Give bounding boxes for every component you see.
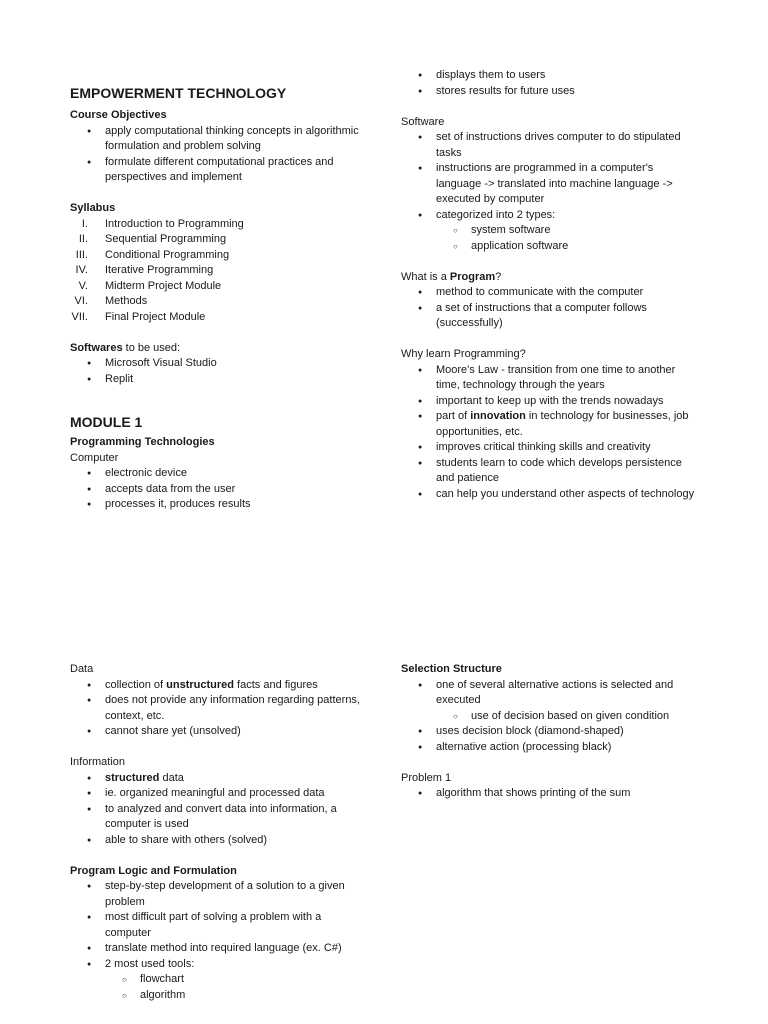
list-item: ● most difficult part of solving a problem with a computer	[70, 910, 370, 941]
module-title: MODULE 1	[70, 414, 143, 430]
list-item: ● electronic device	[70, 466, 370, 482]
problem-list	[401, 786, 701, 802]
page1-right-column	[401, 68, 701, 502]
list-item: ● collection of unstructured facts and figures	[70, 678, 370, 694]
list-item: ● formulate different computational practices and perspectives and implement	[70, 155, 370, 186]
why-learn-heading: Why learn Programming?	[401, 348, 526, 360]
data-label: Data	[70, 663, 94, 675]
syllabus-heading: Syllabus	[70, 202, 116, 214]
information-label: Information	[70, 756, 126, 768]
list-item: IV. Iterative Programming	[75, 264, 214, 276]
softwares-line: Softwares to be used:	[70, 341, 181, 354]
list-item: ● step-by-step development of a solution to a given problem	[70, 879, 370, 910]
selection-sub-list	[436, 709, 701, 725]
list-item: ● processes it, produces results	[70, 497, 370, 513]
page2-right-column	[401, 662, 701, 802]
list-item: I. Introduction to Programming	[81, 217, 244, 230]
list-item: ● part of innovation in technology for businesses, job opportunities, etc.	[401, 409, 701, 440]
list-item: VII. Final Project Module	[71, 310, 206, 323]
list-item: ○ algorithm	[105, 988, 370, 1004]
list-item: ● 2 most used tools: ○ flowchart ○ algorithm	[70, 957, 370, 1004]
information-list	[70, 771, 370, 849]
list-item: ● instructions are programmed in a computer's language -> translated into machine language -> executed by computer	[401, 161, 701, 208]
computer-list-continued	[401, 68, 701, 99]
list-item: ● translate method into required language (ex. C#)	[70, 941, 370, 957]
list-item: ● uses decision block (diamond-shaped)	[401, 724, 701, 740]
list-item: ○ system software	[436, 223, 701, 239]
problem-label: Problem 1	[401, 771, 452, 784]
list-item: ● cannot share yet (unsolved)	[70, 724, 370, 740]
data-list	[70, 678, 370, 740]
list-item: ○ application software	[436, 239, 701, 255]
list-item: ● Microsoft Visual Studio	[70, 356, 370, 372]
tools-list	[105, 972, 370, 1003]
page2-left-column	[70, 662, 370, 1003]
selection-list	[401, 678, 701, 756]
computer-list	[70, 466, 370, 513]
what-is-program-heading: What is a Program?	[401, 270, 502, 283]
list-item: ● a set of instructions that a computer follows (successfully)	[401, 301, 701, 332]
list-item: ● able to share with others (solved)	[70, 833, 370, 849]
list-item: ● categorized into 2 types: ○ system software ○ application software	[401, 208, 701, 255]
program-list	[401, 285, 701, 332]
programming-technologies-heading: Programming Technologies	[70, 436, 215, 448]
list-item: ● important to keep up with the trends nowadays	[401, 394, 701, 410]
list-item: ● algorithm that shows printing of the sum	[401, 786, 701, 802]
list-item: ● Replit	[70, 372, 370, 388]
list-item: ● one of several alternative actions is selected and executed ○ use of decision based on given condition	[401, 678, 701, 725]
list-item: II. Sequential Programming	[78, 233, 227, 245]
list-item: ● stores results for future uses	[401, 84, 701, 100]
software-list	[401, 130, 701, 254]
course-objectives-list	[70, 124, 370, 186]
list-item: ● apply computational thinking concepts in algorithmic formulation and problem solving	[70, 124, 370, 155]
list-item: ● set of instructions drives computer to do stipulated tasks	[401, 130, 701, 161]
why-learn-list	[401, 363, 701, 503]
list-item: V. Midterm Project Module	[78, 279, 222, 292]
list-item: ● displays them to users	[401, 68, 701, 84]
list-item: ● can help you understand other aspects of technology	[401, 487, 701, 503]
software-types-list	[436, 223, 701, 254]
list-item: ● method to communicate with the computer	[401, 285, 701, 301]
selection-structure-heading: Selection Structure	[401, 663, 502, 675]
list-item: ● students learn to code which develops persistence and patience	[401, 456, 701, 487]
program-logic-list	[70, 879, 370, 1003]
list-item: ● structured data	[70, 771, 370, 787]
list-item: ● accepts data from the user	[70, 482, 370, 498]
softwares-list	[70, 356, 370, 387]
document-title: EMPOWERMENT TECHNOLOGY	[70, 85, 287, 101]
computer-label: Computer	[70, 451, 119, 464]
list-item: ● Moore's Law - transition from one time to another time, technology through the years	[401, 363, 701, 394]
list-item: ● improves critical thinking skills and creativity	[401, 440, 701, 456]
software-label: Software	[401, 115, 445, 128]
list-item: VI. Methods	[74, 295, 148, 307]
list-item: ● alternative action (processing black)	[401, 740, 701, 756]
list-item: ○ use of decision based on given condition	[436, 709, 701, 725]
list-item: III. Conditional Programming	[75, 248, 230, 261]
course-objectives-heading: Course Objectives	[70, 109, 167, 121]
syllabus-list	[70, 217, 370, 326]
list-item: ● does not provide any information regarding patterns, context, etc.	[70, 693, 370, 724]
program-logic-heading: Program Logic and Formulation	[70, 864, 237, 877]
page1-left-column	[70, 84, 370, 513]
list-item: ● ie. organized meaningful and processed data	[70, 786, 370, 802]
list-item: ○ flowchart	[105, 972, 370, 988]
list-item: ● to analyzed and convert data into information, a computer is used	[70, 802, 370, 833]
